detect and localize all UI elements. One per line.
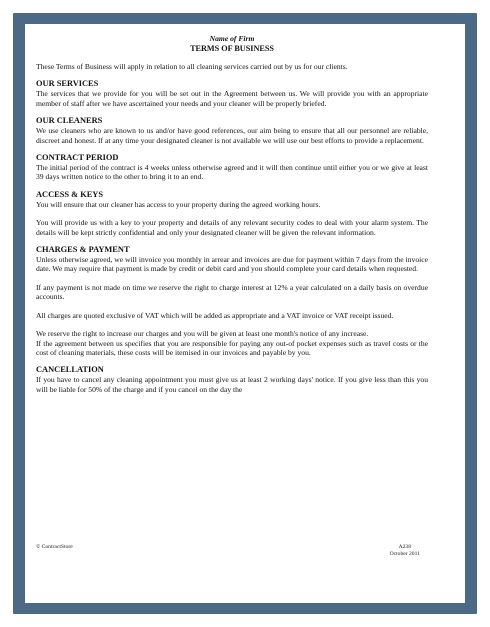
document-code: A238 — [398, 544, 412, 550]
access-paragraph-1: You will ensure that our cleaner has access to your property during the agreed working hours. — [36, 199, 321, 209]
section-heading-contract: CONTRACT PERIOD — [36, 153, 119, 163]
charges-paragraph-5: If the agreement between us specifies that you are responsible for paying any out-of pocket expenses such as travel costs or the cost of cleaning materials, these costs will be itemised in our invoices and payable by you. — [36, 338, 428, 357]
document-date: October 2011 — [389, 551, 420, 557]
section-heading-cancellation: CANCELLATION — [36, 365, 104, 375]
charges-paragraph-2: If any payment is not made on time we reserve the right to charge interest at 12% a year calculated on a daily basis on overdue accounts. — [36, 282, 428, 302]
document-header — [36, 34, 428, 54]
access-paragraph-2: You will provide us with a key to your property and details of any relevant security codes to deal with your alarm system. The details will be kept strictly confidential and only your designated cleaner will be given the relevant information. — [36, 218, 428, 237]
section-heading-cleaners: OUR CLEANERS — [36, 116, 103, 126]
document-reference — [390, 544, 420, 558]
section-heading-charges: CHARGES & PAYMENT — [36, 245, 130, 255]
charges-paragraph-4: We reserve the right to increase our charges and you will be given at least one month's notice of any increase. — [36, 329, 369, 339]
copyright-notice: © ContractStore — [36, 544, 73, 550]
document-body — [36, 34, 428, 394]
contract-paragraph: The initial period of the contract is 4 weeks unless otherwise agreed and it will then continue until either you or we give at least 39 days written notice to the other to bring it to an end. — [36, 163, 428, 182]
section-heading-access: ACCESS & KEYS — [36, 189, 104, 199]
firm-name: Name of Firm — [209, 34, 255, 43]
intro-paragraph: These Terms of Business will apply in relation to all cleaning services carried out by us for our clients. — [36, 62, 348, 71]
document-title: TERMS OF BUSINESS — [190, 44, 274, 53]
charges-paragraph-3: All charges are quoted exclusive of VAT which will be added as appropriate and a VAT invoice or VAT receipt issued. — [36, 310, 394, 320]
charges-paragraph-1: Unless otherwise agreed, we will invoice you monthly in arrear and invoices are due for payment within 7 days from the invoice date. We may require that payment is made by credit or debit card and you should complete your card details when requested. — [36, 255, 428, 274]
cleaners-paragraph: We use cleaners who are known to us and/or have good references, our aim being to ensure that all our personnel are reliable, discreet and honest. If at any time your designated cleaner is not available we will use our best efforts to provide a replacement. — [36, 126, 428, 145]
services-paragraph: The services that we provide for you will be set out in the Agreement between us. We will provide you with an appropriate member of staff after we have ascertained your needs and your cleaner will be properly briefed. — [36, 89, 428, 108]
section-heading-services: OUR SERVICES — [36, 79, 99, 89]
cancellation-paragraph: If you have to cancel any cleaning appointment you must give us at least 2 working days' notice. If you give less than this you will be liable for 50% of the charge and if you cancel on the day the — [36, 375, 428, 394]
